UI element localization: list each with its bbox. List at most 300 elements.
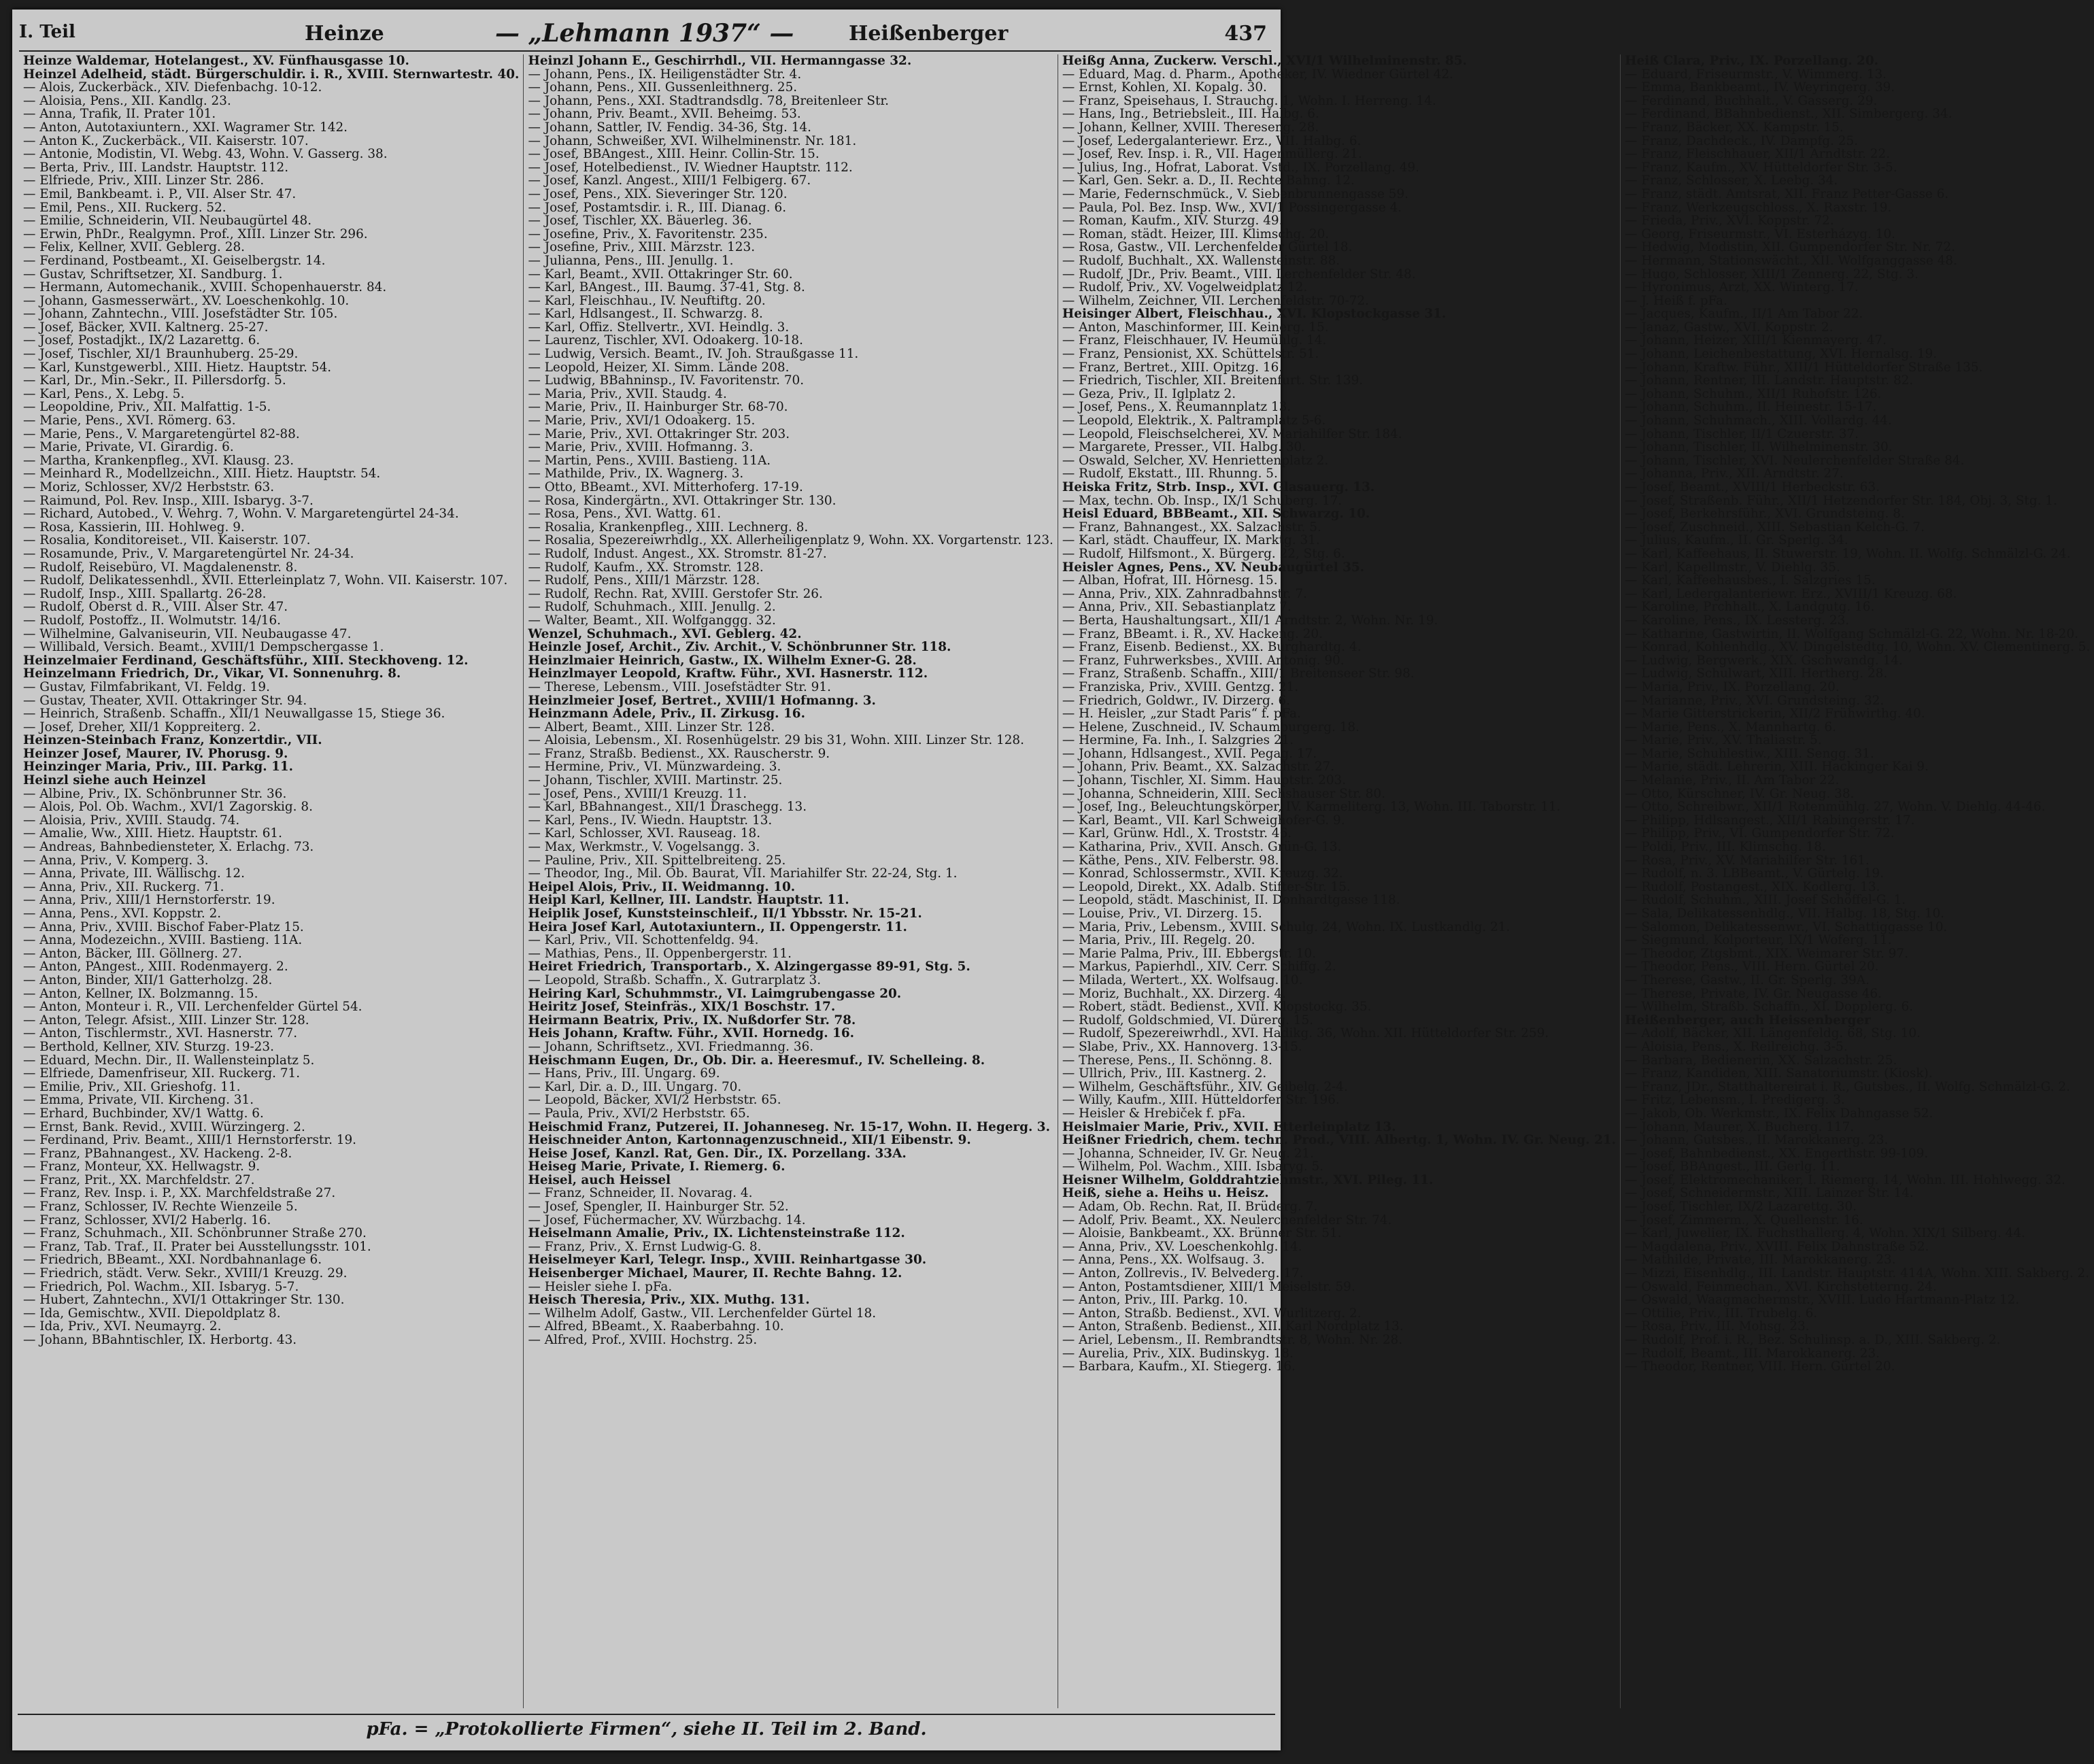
directory-entry: — Karl, Hdlsangest., II. Schwarzg. 8. [528,307,763,322]
page-header [19,19,1271,52]
directory-entry: — Raimund, Pol. Rev. Insp., XIII. Isbaryg. 3-7. [23,493,314,508]
directory-entry: — Max, techn. Ob. Insp., IX/1 Schuberg. 17. [1062,493,1342,508]
directory-entry: — Berta, Priv., III. Landstr. Hauptstr. 112. [23,160,289,175]
directory-entry: — Leopold, Heizer, XI. Simm. Lände 208. [528,360,790,375]
directory-entry: — Johann, Zahntechn., VIII. Josefstädter Str. 105. [23,307,338,322]
directory-entry: — Karl, Kaffeehaus, II. Stuwerstr. 19, Wohn. II. Wolfg. Schmälzl-G. 24. [1625,546,2071,561]
directory-entry: — Friedrich, BBeamt., XXI. Nordbahnanlage 6. [23,1253,322,1268]
directory-entry: — Otto, BBeamt., XVI. Mitterhoferg. 17-19. [528,480,803,494]
directory-entry: — Katharine, Gastwirtin, II. Wolfgang Schmälzl-G. 22, Wohn. Nr. 18-20. [1625,626,2079,641]
directory-entry: Heißg Anna, Zuckerw. Verschl., XVI/1 Wilhelminenstr. 85. [1062,54,1467,68]
directory-entry: — Josef, Spengler, II. Hainburger Str. 52. [528,1200,789,1215]
directory-entry: — Josef, Zimmerm., X. Quellenstr. 16. [1625,1212,1863,1227]
directory-entry: — Anna, Priv., XII. Ruckerg. 71. [23,879,224,894]
directory-entry: — Johanna, Schneiderin, XIII. Sechshauser Str. 80. [1062,786,1385,801]
directory-entry: — Franz, Fleischhauer, XII/1 Arndtstr. 22. [1625,147,1891,162]
directory-entry: — Rosa, Priv., XV. Mariahilfer Str. 161. [1625,853,1870,868]
directory-entry: — Rudolf, Schuhm., XIII. Josef Schöffel-G. 1. [1625,893,1906,908]
directory-entry: — Ludwig, Schulwart, XIII. Hertherg. 28. [1625,666,1888,681]
directory-entry: Heisler Agnes, Pens., XV. Neubaugürtel 35. [1062,560,1365,575]
directory-entry: — Martin, Pens., XVIII. Bastieng. 11A. [528,453,771,468]
directory-entry: — Johann, Kellner, XVIII. Thereseng. 28. [1062,120,1319,135]
directory-entry: — Markus, Papierhdl., XIV. Cerr. Schiffg. 2. [1062,960,1336,974]
directory-entry: — Marie, Pens., X. Mannhartg. 6. [1625,719,1836,734]
directory-entry: — Franz, PBahnangest., XV. Hackeng. 2-8. [23,1146,292,1161]
directory-entry: — Franz, Werkzeugschloss., X. Raxstr. 19. [1625,200,1892,215]
directory-columns [19,54,2091,1708]
directory-entry: — Franz, Tab. Traf., II. Prater bei Ausstellungsstr. 101. [23,1239,371,1254]
directory-entry: — Hugo, Schlosser, XIII/1 Zennerg. 22, Stg. 3. [1625,267,1919,282]
directory-entry: — Rosa, Pens., XVI. Wattg. 61. [528,507,722,522]
directory-entry: — Konrad, Schlossermstr., XVII. Kreuzg. 32. [1062,866,1343,881]
directory-entry: — Anna, Priv., XIX. Zahnradbahnstr. 7. [1062,586,1307,601]
directory-entry: — Franz, Fuhrwerksbes., XVIII. Antonig. 90. [1062,653,1345,668]
directory-entry: Heiß Clara, Priv., IX. Porzellang. 20. [1625,54,1879,68]
directory-entry: — Marie, Private, VI. Girardig. 6. [23,440,234,455]
page-number: 437 [1224,22,1267,46]
directory-entry: — Franz, Dachdeck., IV. Dampfg. 25. [1625,133,1859,148]
directory-entry: Heinzlmeier Josef, Bertret., XVIII/1 Hofmanng. 3. [528,693,876,708]
directory-entry: — Anna, Priv., XIII/1 Hernstorferstr. 19. [23,893,275,908]
directory-entry: — Franz, Schlosser, XVI/2 Haberlg. 16. [23,1212,271,1227]
directory-entry: — Johann, Tischler, II/1 Czuerstr. 37. [1625,426,1859,441]
directory-entry: — Johann, Tischler, XVIII. Martinstr. 25. [528,773,783,788]
directory-entry: — Julius, Kaufm., II. Gr. Sperlg. 34. [1625,533,1848,548]
directory-entry: — Karoline, Pens., IX. Lessterg. 23. [1625,613,1850,628]
directory-entry: — Albert, Beamt., XIII. Linzer Str. 128. [528,719,775,734]
directory-entry: — Franz, Eisenb. Bedienst., XX. Burghardtg. 4. [1062,640,1362,655]
directory-entry: — Konrad, Kohlenhdlg., XV. Dingelstedtg. 10, Wohn. XV. Clementinerg. 5. [1625,640,2091,655]
directory-entry: Heiska Fritz, Strb. Insp., XVI. Glasauerg. 13. [1062,480,1375,494]
directory-entry: — Johann, Priv. Beamt., XVII. Beheimg. 53. [528,107,801,122]
directory-entry: — Johann, Schuhm., II. Heinestr. 15-17. [1625,400,1877,415]
directory-entry: — Elfriede, Priv., XIII. Linzer Str. 286. [23,173,265,188]
directory-entry: — Ernst, Bank. Revid., XVIII. Würzingerg. 2. [23,1119,305,1134]
directory-entry: — Karl, Ledergalanteriewr. Erz., XVIII/1 Kreuzg. 68. [1625,586,1957,601]
directory-entry: — Eduard, Mechn. Dir., II. Wallensteinplatz 5. [23,1053,315,1068]
directory-entry: — Franz, Schlosser, X. Leebg. 34. [1625,173,1838,188]
directory-entry: — Josef, Rev. Insp. i. R., VII. Hagenmüllerg. 21. [1062,147,1362,162]
directory-entry: — Marie, Priv., XVI. Ottakringer Str. 203. [528,426,790,441]
directory-entry: — Josef, Ing., Beleuchtungskörper, IV. Karmeliterg. 13, Wohn. III. Taborstr. 11. [1062,800,1561,815]
directory-entry: — Josef, Pens., X. Reumannplatz 13. [1062,400,1291,415]
directory-entry: — Franz, BBeamt. i. R., XV. Hackeng. 20. [1062,626,1323,641]
directory-entry: — Josef, Tischler, XI/1 Braunhuberg. 25-29. [23,347,299,362]
directory-entry: — Johann, Hdlsangest., XVII. Pegag. 17. [1062,746,1317,761]
directory-entry: — Marie, Schuhlestiw., XIII. Sengg. 31. [1625,746,1874,761]
directory-entry: — Anton, Kellner, IX. Bolzmanng. 15. [23,986,258,1001]
directory-entry: — Karl, Grünw. Hdl., X. Troststr. 46. [1062,826,1292,841]
directory-entry: — Heisler siehe I. pFa. [528,1279,673,1294]
directory-entry: — Hubert, Zahntechn., XVI/1 Ottakringer Str. 130. [23,1293,345,1308]
directory-entry: — Emilie, Schneiderin, VII. Neubaugürtel 48. [23,214,312,228]
directory-entry: — Franz, Straßenb. Schaffn., XIII/1 Breitenseer Str. 98. [1062,666,1415,681]
directory-entry: Heinzen-Steinbach Franz, Konzertdir., VII. [23,733,322,748]
directory-entry: — Josef, Bahnbedienst., XX. Engerthstr. 99-109. [1625,1146,1929,1161]
directory-entry: — Ernst, Kohlen, XI. Kopalg. 30. [1062,80,1267,95]
directory-entry: — Ferdinand, Priv. Beamt., XIII/1 Hernstorferstr. 19. [23,1133,357,1148]
directory-entry: — Johann, Leichenbestattung, XVI. Hernalsg. 19. [1625,347,1938,362]
directory-entry: Heinzl Johann E., Geschirrhdl., VII. Hermanngasse 32. [528,54,912,68]
directory-entry: — Elfriede, Damenfriseur, XII. Ruckerg. 71. [23,1066,301,1081]
directory-entry: — Anton, Binder, XII/1 Gatterholzg. 28. [23,972,273,987]
directory-entry: — Ferdinand, BBahnbedienst., XII. Simbergerg. 34. [1625,107,1953,122]
directory-entry: — Fritz, Lebensm., I. Predigerg. 3. [1625,1093,1845,1108]
directory-entry: — Erwin, PhDr., Realgymn. Prof., XIII. Linzer Str. 296. [23,226,368,241]
directory-entry: — Eduard, Mag. d. Pharm., Apotheker, IV. Wiedner Gürtel 42. [1062,67,1453,82]
directory-entry: — Franz, Schneider, II. Novarag. 4. [528,1186,753,1201]
directory-entry: Heiseg Marie, Private, I. Riemerg. 6. [528,1159,786,1174]
directory-entry: — Pauline, Priv., XII. Spittelbreiteng. 25. [528,853,786,868]
directory-entry: — Anton, Tischlermstr., XVI. Hasnerstr. 77. [23,1026,298,1041]
directory-entry: — Ariel, Lebensm., II. Rembrandtstr. 8, Wohn. Nr. 28. [1062,1333,1403,1347]
directory-entry: Heisinger Albert, Fleischhau., XVI. Klopstockgasse 31. [1062,307,1447,322]
directory-entry: — Berta, Haushaltungsart., XII/1 Arndtstr. 2, Wohn. Nr. 19. [1062,613,1438,628]
directory-entry: — Rudolf, Pens., XIII/1 Märzstr. 128. [528,573,760,588]
directory-entry: — Rudolf, Spezereiwrhdl., XVI. Hadikg. 36, Wohn. XII. Hütteldorfer Str. 259. [1062,1026,1549,1041]
directory-entry: — Johann, Pens., XXI. Stadtrandsdlg. 78, Breitenleer Str. [528,93,889,108]
directory-entry: — Hermine, Priv., VI. Münzwardeing. 3. [528,760,781,775]
directory-entry: — Julianna, Pens., III. Jenullg. 1. [528,253,734,268]
directory-entry: — Karl, Pens., IV. Wiedn. Hauptstr. 13. [528,813,773,828]
directory-entry: — J. Heiß f. pFa. [1625,293,1727,308]
directory-entry: — Mathias, Pens., II. Oppenbergerstr. 11. [528,946,792,961]
directory-entry: — Anton, Zollrevis., IV. Belvederg. 17. [1062,1266,1304,1281]
directory-entry: — Marie, Priv., XVIII. Hofmanng. 3. [528,440,754,455]
directory-entry: — Therese, Pens., II. Schönng. 8. [1062,1053,1272,1068]
column-1 [19,54,524,1708]
column-2 [524,54,1058,1708]
directory-entry: — Josef, BBAngest., XIII. Heinr. Collin-Str. 15. [528,147,820,162]
directory-entry: — Alois, Pol. Ob. Wachm., XVI/1 Zagorskig. 8. [23,800,313,815]
directory-entry: — Rudolf, Buchhalt., XX. Wallensteinstr. 88. [1062,253,1340,268]
directory-entry: — Rudolf, JDr., Priv. Beamt., VIII. Lerchenfelder Str. 48. [1062,267,1416,282]
directory-entry: — Rudolf, Ekstatt., III. Rhunng. 5. [1062,467,1278,481]
header-last-entry: Heißenberger [849,22,1009,46]
directory-entry: Heinzle Josef, Archit., Ziv. Archit., V. Schönbrunner Str. 118. [528,640,951,655]
directory-entry: — Geza, Priv., II. Iglplatz 2. [1062,386,1236,401]
directory-entry: — Rosa, Kindergärtn., XVI. Ottakringer Str. 130. [528,493,837,508]
directory-entry: — Josef, Berkehrsführ., XVI. Grundsteing. 8. [1625,507,1905,522]
directory-entry: Heinzlmaier Heinrich, Gastw., IX. Wilhelm Exner-G. 28. [528,653,917,668]
directory-entry: — Rudolf, Postangest., XIX. Kodlerg. 13. [1625,879,1880,894]
directory-entry: — Marie, Pens., XVI. Römerg. 63. [23,413,236,428]
directory-entry: — Josef, Postadjkt., IX/2 Lazarettg. 6. [23,333,260,348]
directory-entry: — Anton, PAngest., XIII. Rodenmayerg. 2. [23,960,288,974]
directory-entry: — Emil, Pens., XII. Ruckerg. 52. [23,200,226,215]
directory-entry: Heira Josef Karl, Autotaxiuntern., II. Oppengerstr. 11. [528,919,907,934]
directory-entry: — Marie, Federnschmück., V. Siebenbrunnengasse 59. [1062,186,1408,201]
directory-entry: — Leopold, Elektrik., X. Paltramplatz 5-6. [1062,413,1326,428]
directory-entry: — Alfred, BBeamt., X. Raaberbahng. 10. [528,1319,784,1334]
directory-entry: — Theodor, Ztgsbmt., XIX. Weimarer Str. 97. [1625,946,1908,961]
directory-entry: — Rosa, Priv., III. Mohsg. 23. [1625,1319,1810,1334]
directory-entry: — Josef, Tischler, IX/2 Lazarettg. 30. [1625,1200,1857,1215]
directory-entry: — Aloisia, Priv., XVIII. Staudg. 74. [23,813,240,828]
directory-entry: — Franz, Fleischhauer, IV. Heumühlg. 14. [1062,333,1327,348]
directory-entry: — Leopold, Straßb. Schaffn., X. Gutrarplatz 3. [528,972,822,987]
directory-entry: — Otto, Schreibwr., XII/1 Rotenmühlg. 27, Wohn. V. Diehlg. 44-46. [1625,800,2046,815]
directory-entry: Heiselmeyer Karl, Telegr. Insp., XVIII. Reinhartgasse 30. [528,1253,927,1268]
directory-entry: — Moriz, Schlosser, XV/2 Herbststr. 63. [23,480,275,494]
directory-entry: Heisch Theresia, Priv., XIX. Muthg. 131. [528,1293,810,1308]
directory-entry: — Karl, Priv., VII. Schottenfeldg. 94. [528,933,759,948]
directory-entry: — Karl, BBahnangest., XII/1 Draschegg. 13. [528,800,807,815]
directory-entry: — Franz, Monteur, XX. Hellwagstr. 9. [23,1159,260,1174]
directory-entry: — Barbara, Kaufm., XI. Stiegerg. 16. [1062,1359,1296,1374]
directory-entry: — Johann, Rentner, III. Landstr. Hauptstr. 82. [1625,373,1914,388]
directory-entry: — Rosalia, Spezereiwrhdlg., XX. Allerheiligenplatz 9, Wohn. XX. Vorgartenstr. 123. [528,533,1053,548]
directory-entry: — Aloisia, Pens., XII. Kandlg. 23. [23,93,231,108]
directory-entry: — Rudolf, Insp., XIII. Spallartg. 26-28. [23,586,267,601]
directory-entry: — Salomon, Delikatessenwr., VI. Schattiggasse 10. [1625,919,1948,934]
directory-entry: — Franz, Bäcker, XX. Kampstr. 15. [1625,120,1844,135]
directory-entry: — Johann, Pens., IX. Heiligenstädter Str. 4. [528,67,802,82]
directory-entry: — Leopold, Fleischselcherei, XV. Mariahilfer Str. 184. [1062,426,1402,441]
directory-entry: — Franz, Prit., XX. Marchfeldstr. 27. [23,1172,255,1187]
directory-entry: — Karl, Dir. a. D., III. Ungarg. 70. [528,1079,742,1094]
directory-entry: — Oswald, Waagmachermstr., XVIII. Ludo Hartmann-Platz 12. [1625,1293,2020,1308]
directory-entry: — Paula, Priv., XVI/2 Herbststr. 65. [528,1106,750,1121]
directory-entry: — Anna, Modezeichn., XVIII. Bastieng. 11A. [23,933,303,948]
directory-entry: — Rudolf, Indust. Angest., XX. Stromstr. 81-27. [528,546,827,561]
directory-entry: — Anna, Pens., XX. Wolfsaug. 3. [1062,1253,1265,1268]
column-4 [1621,54,2094,1708]
directory-entry: — Maria, Priv., IX. Porzellang. 20. [1625,679,1840,694]
directory-entry: — Marie Palma, Priv., III. Ebbergstr. 10. [1062,946,1317,961]
directory-entry: — Josef, Füchermacher, XV. Würzbachg. 14. [528,1212,806,1227]
directory-entry: — Emma, Bankbeamt., IV. Weyringerg. 39. [1625,80,1895,95]
directory-entry: Heipel Alois, Priv., II. Weidmanng. 10. [528,879,796,894]
directory-entry: Heinzel Adelheid, städt. Bürgerschuldir. i. R., XVIII. Sternwartestr. 40. [23,67,520,82]
directory-entry: — Johann, Kraftw. Führ., XIII/1 Hütteldorfer Straße 135. [1625,360,1983,375]
directory-entry: — Rosa, Gastw., VII. Lerchenfelder Gürtel 18. [1062,240,1353,255]
directory-entry: — Georg, Friseurmstr., VI. Esterházyg. 10. [1625,226,1895,241]
directory-entry: — Johann, BBahntischler, IX. Herbortg. 43. [23,1333,297,1347]
directory-entry: — Johanna, Priv., XII. Arndtstr. 27. [1625,467,1844,481]
directory-entry: — Friedrich, Pol. Wachm., XII. Isbaryg. 5-7. [23,1279,299,1294]
header-first-entry: Heinze [305,22,384,46]
directory-entry: — Karl, Schlosser, XVI. Rauseag. 18. [528,826,761,841]
directory-entry: — Anton, Straßb. Bedienst., XVI. Wurlitzerg. 2. [1062,1306,1362,1321]
directory-entry: — Eduard, Friseurmstr., V. Wimmerg. 13. [1625,67,1887,82]
directory-entry: — Josef, Schneidermstr., XIII. Lainzer Str. 14. [1625,1186,1914,1201]
directory-entry: — Josef, Dreher, XII/1 Koppreiterg. 2. [23,719,261,734]
directory-entry: — Heisler & Hrebiček f. pFa. [1062,1106,1246,1121]
directory-entry: — Josefine, Priv., XIII. Märzstr. 123. [528,240,756,255]
directory-entry: Heipl Karl, Kellner, III. Landstr. Hauptstr. 11. [528,893,849,908]
directory-entry: — Marie, städt. Lehrerin, XIII. Hackinger Kai 9. [1625,760,1929,775]
directory-entry: — Josef, Straßenb. Führ., XII/1 Hetzendorfer Str. 184, Obj. 3, Stg. 1. [1625,493,2057,508]
directory-entry: — Emil, Bankbeamt. i. P., VII. Alser Str. 47. [23,186,297,201]
directory-entry: — Emma, Private, VII. Kircheng. 31. [23,1093,254,1108]
directory-entry: — Adam, Ob. Rechn. Rat, II. Brüderg. 7. [1062,1200,1318,1215]
directory-entry: — Friedrich, städt. Verw. Sekr., XVIII/1 Kreuzg. 29. [23,1266,348,1281]
directory-entry: — Robert, städt. Bedienst., XVII. Klopstockg. 35. [1062,1000,1372,1015]
directory-entry: Heinzer Josef, Maurer, IV. Phorusg. 9. [23,746,288,761]
directory-entry: — Ferdinand, Buchhalt., V. Gasserg. 29. [1625,93,1878,108]
directory-entry: — Meinhard R., Modellzeichn., XIII. Hietz. Hauptstr. 54. [23,467,381,481]
directory-entry: — Magdalena, Priv., XVIII. Felix Dahnstraße 52. [1625,1239,1929,1254]
directory-entry: Heis Johann, Kraftw. Führ., XVII. Hornedg. 16. [528,1026,855,1041]
directory-entry: Heiplik Josef, Kunststeinschleif., II/1 Ybbsstr. Nr. 15-21. [528,906,922,921]
directory-entry: — Roman, städt. Heizer, III. Klimschg. 20. [1062,226,1330,241]
directory-entry: — Laurenz, Tischler, XVI. Odoakerg. 10-18. [528,333,803,348]
directory-entry: — Amalie, Ww., XIII. Hietz. Hauptstr. 61. [23,826,282,841]
directory-entry: — Willy, Kaufm., XIII. Hütteldorfer Str. 196. [1062,1093,1340,1108]
directory-entry: — Johann, Tischler, XVI. Neulerchenfelder Straße 84. [1625,453,1965,468]
directory-entry: Heischmann Eugen, Dr., Ob. Dir. a. Heeresmuf., IV. Schelleing. 8. [528,1053,985,1068]
directory-entry: — Johann, Schuhm., XII/1 Ruhofstr. 126. [1625,386,1882,401]
directory-entry: — Rudolf, Beamt., III. Marokkanerg. 23. [1625,1346,1880,1361]
directory-entry: — Anna, Priv., XVIII. Bischof Faber-Platz 15. [23,919,304,934]
directory-entry: — Josef, Pens., XVIII/1 Kreuzg. 11. [528,786,747,801]
directory-entry: — Rudolf, Oberst d. R., VIII. Alser Str. 47. [23,600,288,615]
directory-entry: — Josef, Elektromechaniker, I. Riemerg. 14, Wohn. III. Hohlwegg. 32. [1625,1172,2065,1187]
directory-entry: — Aloisia, Pens., X. Reilreichg. 3-5. [1625,1039,1848,1054]
directory-entry: — Felix, Kellner, XVII. Geblerg. 28. [23,240,245,255]
directory-entry: — Frieda, Priv., XVI. Koppstr. 72. [1625,214,1834,228]
directory-entry: — Emilie, Priv., XII. Grieshofg. 11. [23,1079,241,1094]
directory-entry: — Marie Gitterstrickerin, XII/2 Frühwirthg. 40. [1625,707,1925,722]
directory-entry: — Karl, BAngest., III. Baumg. 37-41, Stg. 8. [528,280,805,295]
directory-entry: — Johanna, Schneider, IV. Gr. Neug. 21. [1062,1146,1314,1161]
directory-entry: — Anton, Postamtsdiener, XIII/1 Meiselstr. 59. [1062,1279,1355,1294]
directory-entry: — Ludwig, Bergwerk., XIX. Gschwandg. 14. [1625,653,1903,668]
directory-page [12,10,2091,1750]
directory-entry: — Johann, Gasmesserwärt., XV. Loeschenkohlg. 10. [23,293,350,308]
directory-entry: — Heinrich, Straßenb. Schaffn., XII/1 Neuwallgasse 15, Stiege 36. [23,707,445,722]
directory-entry: — Maria, Priv., III. Regelg. 20. [1062,933,1255,948]
directory-entry: — Leopold, Bäcker, XVI/2 Herbststr. 65. [528,1093,781,1108]
directory-entry: — Louise, Priv., VI. Dirzerg. 15. [1062,906,1262,921]
directory-entry: — Rosa, Kassierin, III. Hohlweg. 9. [23,520,245,535]
directory-entry: — Mathilde, Priv., IX. Wagnerg. 3. [528,467,744,481]
directory-entry: — Siegmund, Kolporteur, IX/1 Woferg. 11. [1625,933,1892,948]
directory-entry: — Barbara, Bedienerin, XX. Salzachstr. 25. [1625,1053,1897,1068]
directory-entry: — Max, Werkmstr., V. Vogelsangg. 3. [528,840,760,855]
directory-entry: — Anton, Maschinformer, III. Keinerg. 15. [1062,320,1329,335]
directory-entry: — Katharina, Priv., XVII. Ansch. Grün-G. 13. [1062,840,1342,855]
footer-note: pFa. = „Protokollierte Firmen“, siehe II. Teil im 2. Band. [366,1719,927,1740]
directory-entry: — Josefine, Priv., X. Favoritenstr. 235. [528,226,768,241]
directory-entry: — Franziska, Priv., XVIII. Gentzg. 21. [1062,679,1299,694]
directory-entry: — Johann, Heizer, XIII/1 Kienmayerg. 47. [1625,333,1887,348]
directory-entry: — Albine, Priv., IX. Schönbrunner Str. 36. [23,786,287,801]
directory-entry: — Anna, Priv., V. Komperg. 3. [23,853,209,868]
directory-entry: — Wilhelm, Pol. Wachm., XIII. Isbaryg. 5. [1062,1159,1324,1174]
directory-entry: — Hans, Ing., Betriebsleit., III. Halbg. 6. [1062,107,1319,122]
directory-entry: — Therese, Gastw., II. Gr. Sperlg. 39A. [1625,972,1870,987]
directory-entry: Heiring Karl, Schuhmmstr., VI. Laimgrubengasse 20. [528,986,902,1001]
directory-entry: Heinzinger Maria, Priv., III. Parkg. 11. [23,760,294,775]
directory-entry: — Anna, Trafik, II. Prater 101. [23,107,216,122]
directory-entry: — Paula, Pol. Bez. Insp. Ww., XVI/1 Possingergasse 4. [1062,200,1402,215]
directory-entry: — Gustav, Filmfabrikant, VI. Feldg. 19. [23,679,270,694]
directory-entry: — Aloisia, Lebensm., XI. Rosenhügelstr. 29 bis 31, Wohn. XIII. Linzer Str. 128. [528,733,1024,748]
directory-entry: Heißner Friedrich, chem. techn. Prod., VIII. Albertg. 1, Wohn. IV. Gr. Neug. 21. [1062,1133,1617,1148]
directory-entry: — Anton, Telegr. Afsist., XIII. Linzer Str. 128. [23,1013,309,1028]
directory-entry: — Wilhelmine, Galvaniseurin, VII. Neubaugasse 47. [23,626,352,641]
directory-entry: — Richard, Autobed., V. Wehrg. 7, Wohn. V. Margaretengürtel 24-34. [23,507,459,522]
directory-entry: — Janaz, Gastw., XVI. Koppstr. 2. [1625,320,1834,335]
directory-entry: — Erhard, Buchbinder, XV/1 Wattg. 6. [23,1106,264,1121]
directory-entry: — Hyronimus, Arzt, XX. Winterg. 17. [1625,280,1859,295]
directory-entry: — Anna, Priv., XV. Loeschenkohlg. 14. [1062,1239,1302,1254]
directory-entry: — Hans, Priv., III. Ungarg. 69. [528,1066,720,1081]
directory-entry: — Walter, Beamt., XII. Wolfganggg. 32. [528,613,776,628]
directory-entry: — Martha, Krankenpfleg., XVI. Klausg. 23. [23,453,294,468]
footer-rule [18,1714,1275,1715]
directory-entry: Heinzelmann Friedrich, Dr., Vikar, VI. Sonnenuhrg. 8. [23,666,401,681]
directory-entry: — Käthe, Pens., XIV. Felberstr. 98. [1062,853,1279,868]
directory-entry: — Franz, städt. Amtsrat, XII. Franz Petter-Gasse 6. [1625,186,1949,201]
directory-entry: — Johann, Schweißer, XVI. Wilhelminenstr. Nr. 181. [528,133,857,148]
directory-entry: Heinzlmayer Leopold, Kraftw. Führ., XVI. Hasnerstr. 112. [528,666,928,681]
directory-entry: Wenzel, Schuhmach., XVI. Geblerg. 42. [528,626,802,641]
directory-entry: — Karl, Juwelier, IX. Fuchsthallerg. 4, Wohn. XIX/1 Silberg. 44. [1625,1226,2025,1241]
directory-entry: — Karl, Dr., Min.-Sekr., II. Pillersdorfg. 5. [23,373,286,388]
directory-entry: — Andreas, Bahnbediensteter, X. Erlachg. 73. [23,840,314,855]
directory-entry: — Johann, Schriftsetz., XVI. Friedmanng. 36. [528,1039,814,1054]
directory-entry: — Anton, Monteur i. R., VII. Lerchenfelder Gürtel 54. [23,1000,362,1015]
directory-entry: — Ullrich, Priv., III. Kastnerg. 2. [1062,1066,1267,1081]
directory-entry: — Rudolf, Priv., XV. Vogelweidplatz 12. [1062,280,1308,295]
directory-entry: — Karl, Kunstgewerbl., XIII. Hietz. Hauptstr. 54. [23,360,332,375]
directory-entry: — Josef, Pens., XIX. Sieveringer Str. 120. [528,186,788,201]
directory-entry: Heißenberger, auch Heissenberger [1625,1013,1871,1028]
directory-entry: Heinzl siehe auch Heinzel [23,773,206,788]
directory-entry: — Franz, Kandiden, XIII. Sanatoriumstr. (Kiosk). [1625,1066,1933,1081]
directory-entry: — Antonie, Modistin, VI. Webg. 43, Wohn. V. Gasserg. 38. [23,147,388,162]
directory-entry: — Mizzi, Eisenhdlg., III. Landstr. Hauptstr. 414A, Wohn. XIII. Sakberg. 2. [1625,1266,2090,1281]
directory-entry: — Anton, Bäcker, III. Göllnerg. 27. [23,946,242,961]
directory-entry: — Sala, Delikatessenhdlg., VII. Halbg. 18, Stg. 10. [1625,906,1945,921]
directory-entry: — Karl, Gen. Sekr. a. D., II. Rechte Bahng. 12. [1062,173,1355,188]
directory-entry: — Rudolf, n. 3. LBBeamt., V. Gürtelg. 19. [1625,866,1884,881]
directory-entry: — Johann, Gutsbes., II. Marokkanerg. 23. [1625,1133,1889,1148]
directory-entry: — Theodor, Pens., VIII. Hern. Gürtel 20. [1625,960,1879,974]
directory-entry: — Oswald, Selcher, XV. Henriettenplatz 2. [1062,453,1329,468]
directory-entry: — Rudolf, Postoffz., II. Wolmutstr. 14/16. [23,613,282,628]
directory-entry: — Franz, Rev. Insp. i. P., XX. Marchfeldstraße 27. [23,1186,336,1201]
directory-entry: — Aurelia, Priv., XIX. Budinskyg. 18. [1062,1346,1294,1361]
directory-entry: — Philipp, Hdlsangest., XII/1 Rabingerstr. 17. [1625,813,1915,828]
directory-entry: — Friedrich, Goldwr., IV. Dirzerg. 6. [1062,693,1291,708]
directory-entry: — Johann, Sattler, IV. Fendig. 34-36, Stg. 14. [528,120,811,135]
directory-entry: — Alois, Zuckerbäck., XIV. Diefenbachg. 10-12. [23,80,322,95]
directory-entry: — Josef, Kanzl. Angest., XIII/1 Felbigerg. 67. [528,173,811,188]
directory-entry: — Karoline, Prchhalt., X. Landgutg. 16. [1625,600,1875,615]
directory-entry: — Rudolf, Kaufm., XX. Stromstr. 128. [528,560,764,575]
directory-entry: — Franz, Schlosser, IV. Rechte Wienzeile 5. [23,1200,298,1215]
directory-entry: — Franz, Pensionist, XX. Schüttelstr. 51. [1062,347,1319,362]
directory-entry: — Josef, Hotelbedienst., IV. Wiedner Hauptstr. 112. [528,160,853,175]
directory-entry: — Gustav, Theater, XVII. Ottakringer Str. 94. [23,693,307,708]
directory-entry: — Anton, Autotaxiuntern., XXI. Wagramer Str. 142. [23,120,348,135]
directory-entry: — Poldi, Priv., III. Klimschg. 18. [1625,840,1826,855]
directory-entry: — Karl, Kaffeehausbes., I. Salzgries 15. [1625,573,1876,588]
directory-entry: — Rudolf, Hilfsmont., X. Bürgerg. 22, Stg. 6. [1062,546,1345,561]
directory-entry: — Rosalia, Konditoreiset., VII. Kaiserstr. 107. [23,533,311,548]
directory-entry: — Josef, Zuschneid., XIII. Sebastian Kelch-G. 7. [1625,520,1925,535]
directory-entry: — Josef, Postamtsdir. i. R., III. Dianag. 6. [528,200,787,215]
directory-entry: — Berthold, Kellner, XIV. Sturzg. 19-23. [23,1039,274,1054]
directory-entry: — Ludwig, Versich. Beamt., IV. Joh. Straußgasse 11. [528,347,859,362]
directory-entry: Heise Josef, Kanzl. Rat, Gen. Dir., IX. Porzellang. 33A. [528,1146,907,1161]
directory-entry: — Hedwig, Modistin, XII. Gumpendorfer Str. Nr. 72. [1625,240,1955,255]
directory-entry: — Johann, Tischler, XI. Simm. Hauptstr. 203. [1062,773,1347,788]
